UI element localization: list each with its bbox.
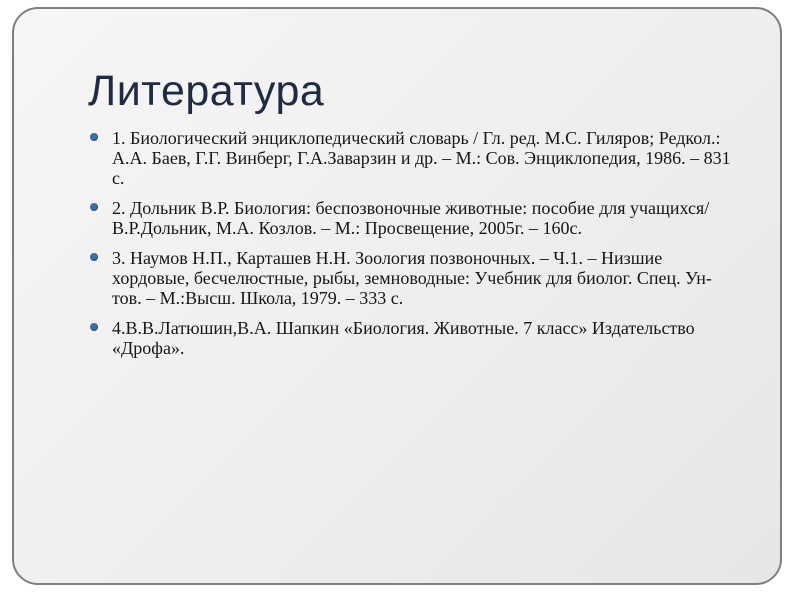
bibliography-item — [90, 128, 740, 188]
bibliography-item-text: 2. Дольник В.Р. Биология: беспозвоночные животные: пособие для учащихся/В.Р.Дольник, М.А. Козлов. – М.: Просвещение, 2005г. – 160с. — [112, 198, 710, 238]
bullet-icon — [90, 323, 98, 331]
slide-title: Литература — [88, 67, 325, 115]
bullet-icon — [90, 253, 98, 261]
bibliography-item — [90, 248, 740, 308]
bibliography-list — [90, 128, 740, 368]
bibliography-item — [90, 318, 740, 358]
bibliography-item-text: 4.В.В.Латюшин,В.А. Шапкин «Биология. Животные. 7 класс» Издательство «Дрофа». — [112, 318, 695, 358]
bibliography-item-text: 1. Биологический энциклопедический словарь / Гл. ред. М.С. Гиляров; Редкол.: А.А. Баев, Г.Г. Винберг, Г.А.Заварзин и др. – М.: Сов. Энциклопедия, 1986. – 831 с. — [112, 128, 731, 188]
bullet-icon — [90, 133, 98, 141]
bibliography-item-text: 3. Наумов Н.П., Карташев Н.Н. Зоология позвоночных. – Ч.1. – Низшие хордовые, бесчелюстные, рыбы, земноводные: Учебник для биолог. Спец. Ун-тов. – М.:Высш. Школа, 1979. – 333 с. — [112, 248, 712, 308]
bullet-icon — [90, 203, 98, 211]
bibliography-item — [90, 198, 740, 238]
